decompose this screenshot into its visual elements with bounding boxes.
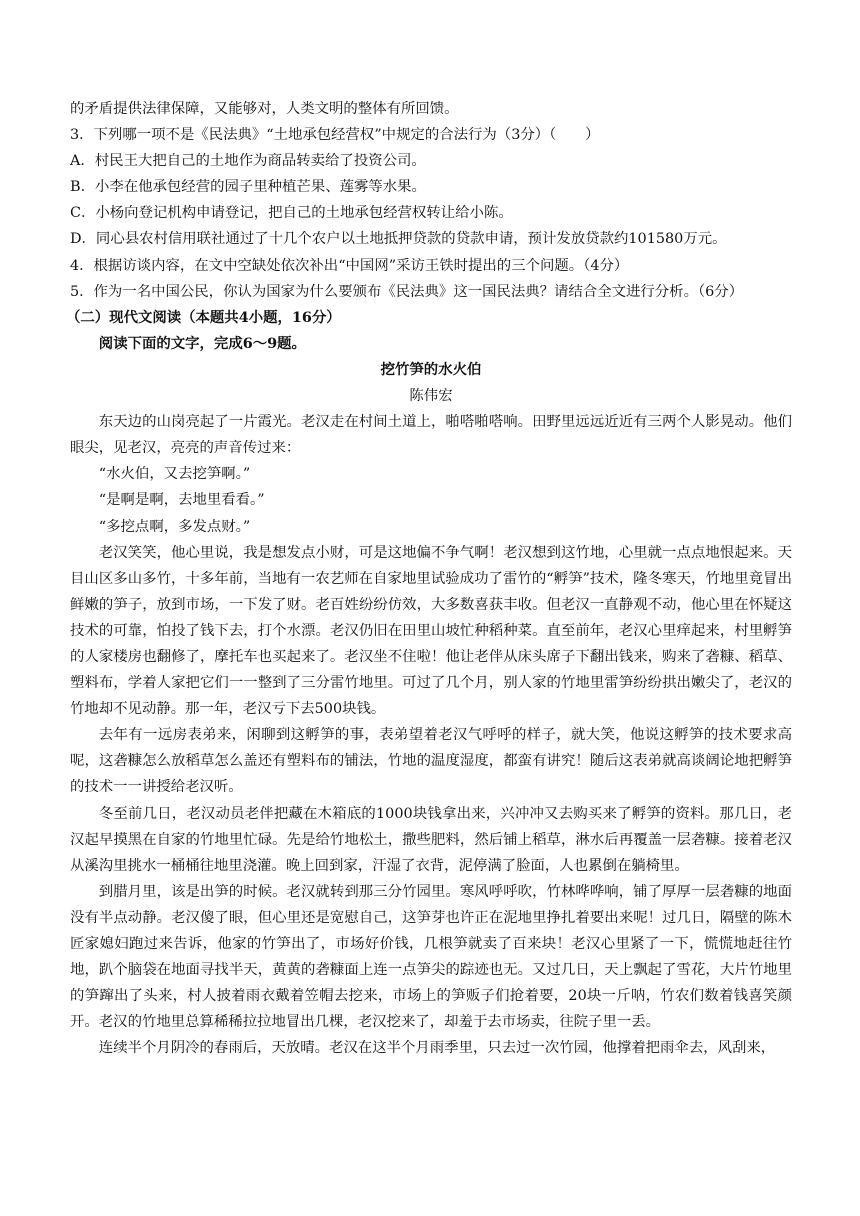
- story-paragraph-3: 去年有一远房表弟来，闲聊到这孵笋的事，表弟望着老汉气呼呼的样子，就大笑，他说这孵笋的技术要求高呢，这砻糠怎么放稻草怎么盖还有塑料布的铺法，竹地的温度湿度，都蛮有讲究！随后这表弟就高谈阔论地把孵笋的技术一一讲授给老汉听。: [70, 727, 792, 796]
- story-paragraph-6: 连续半个月阴冷的春雨后，天放晴。老汉在这半个月雨季里，只去过一次竹园，他撑着把雨伞去，风刮来，: [98, 1040, 776, 1057]
- story-paragraph-2: 老汉笑笑，他心里说，我是想发点小财，可是这地偏不争气啊！老汉想到这竹地，心里就一点点地恨起来。天目山区多山多竹，十多年前，当地有一农艺师在自家地里试验成功了雷竹的“孵笋”技术，隆冬寒天，竹地里竟冒出鲜嫩的笋子，放到市场，一下发了财。老百姓纷纷仿效，大多数喜获丰收。但老汉一直静观不动，他心里在怀疑这技术的可靠，怕投了钱下去，打个水漂。老汉仍旧在田里山坡忙种稻种菜。直至前年，老汉心里痒起来，村里孵笋的人家楼房也翻修了，摩托车也买起来了。老汉坐不住啦！他让老伴从床头席子下翻出钱来，购来了砻糠、稻草、塑料布，学着人家把它们一一整到了三分雷竹地里。可过了几个月，别人家的竹地里雷笋纷纷拱出嫩尖了，老汉的竹地却不见动静。那一年，老汉亏下去500块钱。: [70, 544, 792, 718]
- reading-instruction: 阅读下面的文字，完成6～9题。: [98, 334, 306, 352]
- dialogue-line-3: “多挖点啊，多发点财。”: [98, 518, 251, 535]
- dialogue-line-1: “水火伯，又去挖笋啊。”: [98, 466, 251, 483]
- question-3: 3．下列哪一项不是《民法典》“土地承包经营权”中规定的合法行为（3分）（ ）: [70, 127, 600, 144]
- question-3-option-a: A．村民王大把自己的土地作为商品转卖给了投资公司。: [70, 153, 426, 170]
- section-heading: （二）现代文阅读（本题共4小题，16分）: [66, 308, 341, 326]
- story-paragraph-1: 东天边的山岗亮起了一片霞光。老汉走在村间土道上，啪嗒啪嗒响。田野里远远近近有三两个人影晃动。他们眼尖，见老汉，亮亮的声音传过来：: [70, 414, 792, 457]
- story-paragraph-4: 冬至前几日，老汉动员老伴把藏在木箱底的1000块钱拿出来，兴冲冲又去购买来了孵笋的资料。那几日，老汉起早摸黑在自家的竹地里忙碌。先是给竹地松土，撒些肥料，然后铺上稻草，淋水后再覆盖一层砻糠。接着老汉从溪沟里挑水一桶桶往地里浇灌。晚上回到家，汗湿了衣背，泥停满了脸面，人也累倒在躺椅里。: [70, 805, 792, 874]
- story-paragraph-5: 到腊月里，该是出笋的时候。老汉就转到那三分竹园里。寒风呼呼吹，竹林哗哗响，铺了厚厚一层砻糠的地面没有半点动静。老汉傻了眼，但心里还是宽慰自己，这笋芽也许正在泥地里挣扎着要出来呢！过几日，隔壁的陈木匠家媳妇跑过来告诉，他家的竹笋出了，市场好价钱，几根笋就卖了百来块！老汉心里紧了一下，慌慌地赶往竹地，趴个脑袋在地面寻找半天，黄黄的砻糠面上连一点笋尖的踪迹也无。又过几日，天上飘起了雪花，大片竹地里的笋蹿出了头来，村人披着雨衣戴着笠帽去挖来，市场上的笋贩子们抢着要，20块一斤呐，竹农们数着钱喜笑颜开。老汉的竹地里总算稀稀拉拉地冒出几棵，老汉挖来了，却羞于去市场卖，往院子里一丢。: [70, 883, 792, 1031]
- question-5: 5．作为一名中国公民，你认为国家为什么要颁布《民法典》这一国民法典？请结合全文进行分析。（6分）: [70, 283, 744, 300]
- document-content: [66, 96, 792, 1061]
- question-3-option-d: D．同心县农村信用联社通过了十几个农户以土地抵押贷款的贷款申请，预计发放贷款约101580万元。: [70, 231, 727, 248]
- question-4: 4．根据访谈内容，在文中空缺处依次补出“中国网”采访王铁时提出的三个问题。（4分）: [70, 257, 629, 274]
- story-title: 挖竹笋的水火伯: [380, 360, 482, 378]
- story-author: 陈伟宏: [409, 388, 453, 405]
- dialogue-line-2: “是啊是啊，去地里看看。”: [98, 492, 265, 509]
- previous-text-tail: 的矛盾提供法律保障，又能够对，人类文明的整体有所回馈。: [70, 101, 459, 117]
- question-3-option-b: B．小李在他承包经营的园子里种植芒果、莲雾等水果。: [70, 179, 426, 196]
- question-3-option-c: C．小杨向登记机构申请登记，把自己的土地承包经营权转让给小陈。: [70, 205, 513, 222]
